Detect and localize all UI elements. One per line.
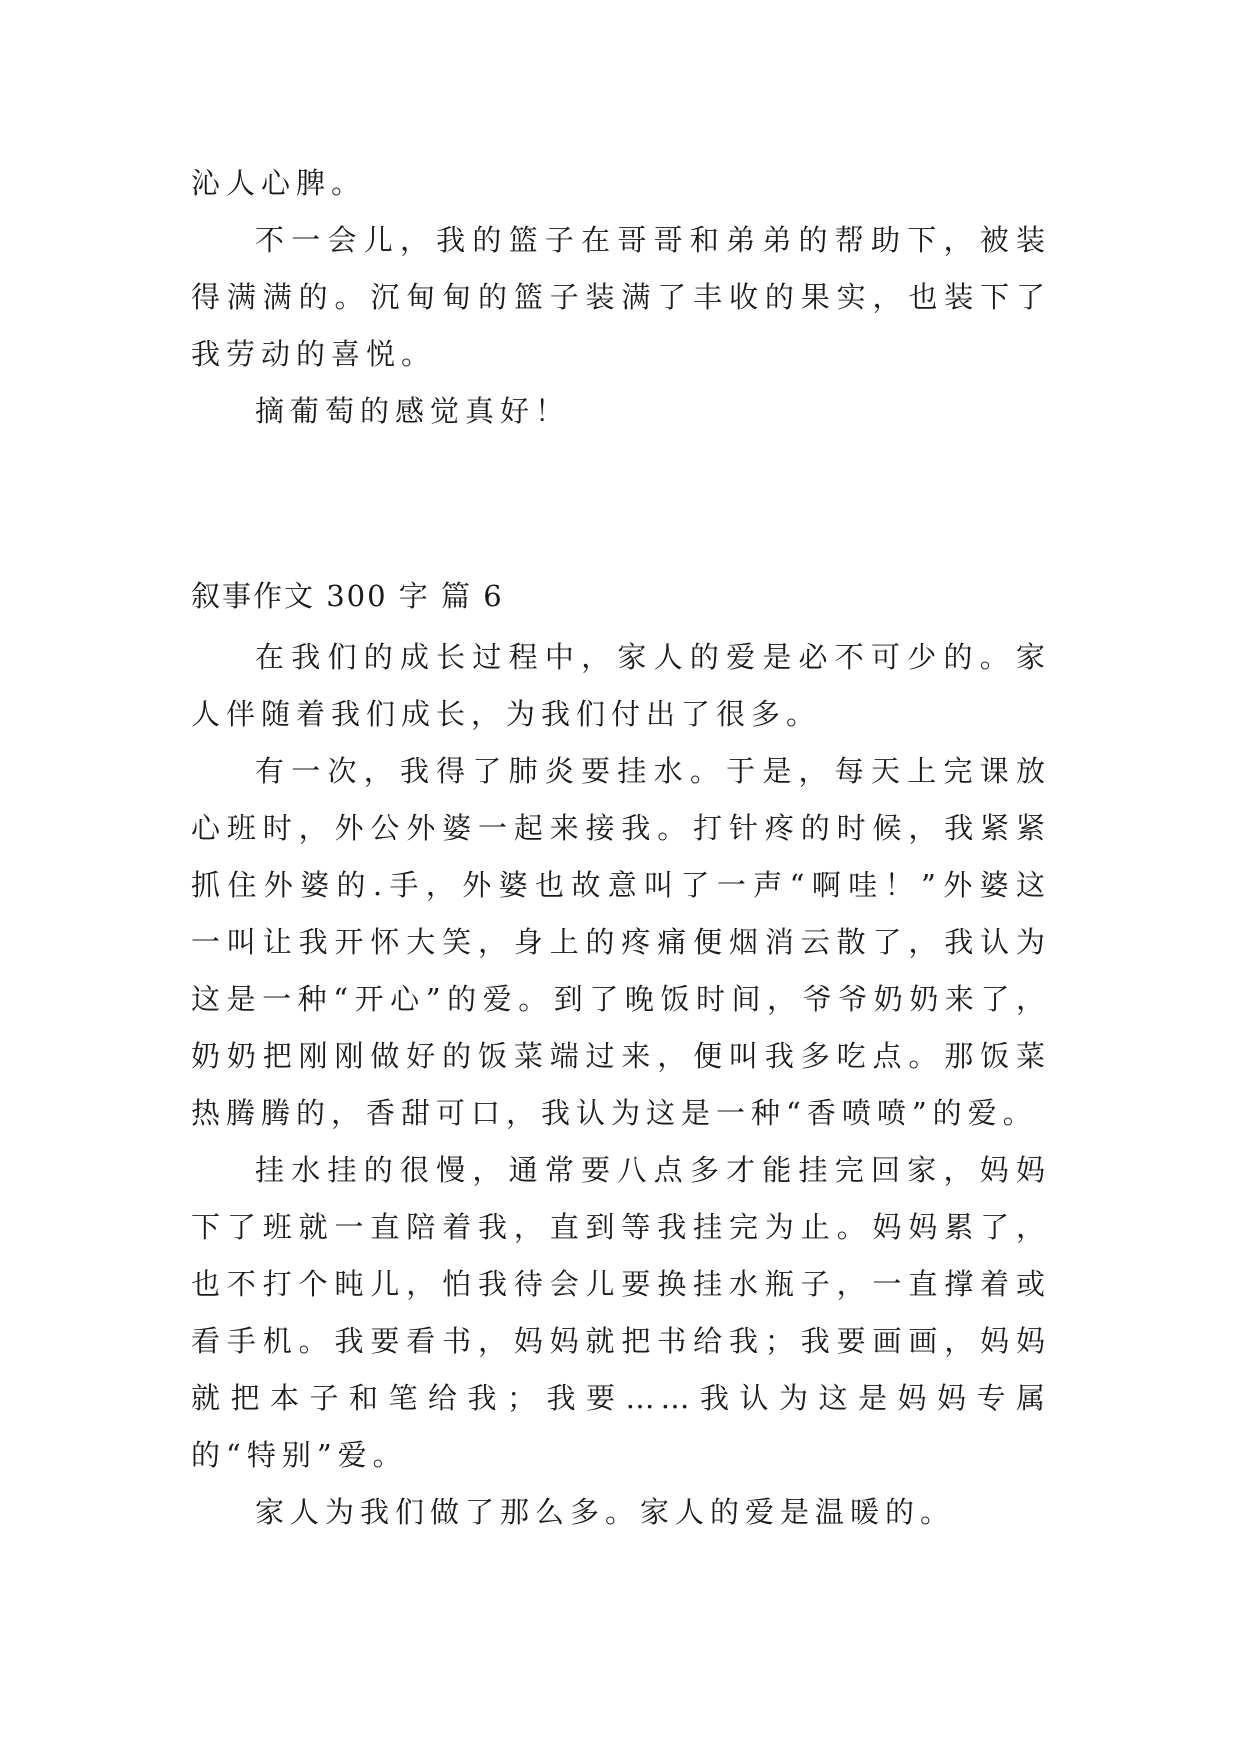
paragraph: 有一次，我得了肺炎要挂水。于是，每天上完课放心班时，外公外婆一起来接我。打针疼的时候，我紧紧抓住外婆的.手，外婆也故意叫了一声“啊哇！”外婆这一叫让我开怀大笑，身上的疼痛便烟消云散了，我认为这是一种“开心”的爱。到了晚饭时间，爷爷奶奶来了，奶奶把刚刚做好的饭菜端过来，便叫我多吃点。那饭菜热腾腾的，香甜可口，我认为这是一种“香喷喷”的爱。 (191, 754, 1051, 1130)
paragraph-continuation: 沁人心脾。 (191, 166, 367, 200)
paragraph: 不一会儿，我的篮子在哥哥和弟弟的帮助下，被装得满满的。沉甸甸的篮子装满了丰收的果实，也装下了我劳动的喜悦。 (191, 223, 1051, 371)
essay-heading: 叙事作文 300 字 篇 6 (191, 579, 504, 613)
paragraph: 家人为我们做了那么多。家人的爱是温暖的。 (255, 1495, 956, 1529)
paragraph: 摘葡萄的感觉真好！ (255, 394, 571, 428)
essay-section (191, 568, 1051, 1541)
previous-essay-ending (191, 155, 1051, 440)
paragraph: 在我们的成长过程中，家人的爱是必不可少的。家人伴随着我们成长，为我们付出了很多。 (191, 640, 1051, 731)
paragraph: 挂水挂的很慢，通常要八点多才能挂完回家，妈妈下了班就一直陪着我，直到等我挂完为止。妈妈累了，也不打个盹儿，怕我待会儿要换挂水瓶子，一直撑着或看手机。我要看书，妈妈就把书给我；我要画画，妈妈就把本子和笔给我；我要……我认为这是妈妈专属的“特别”爱。 (191, 1153, 1051, 1472)
